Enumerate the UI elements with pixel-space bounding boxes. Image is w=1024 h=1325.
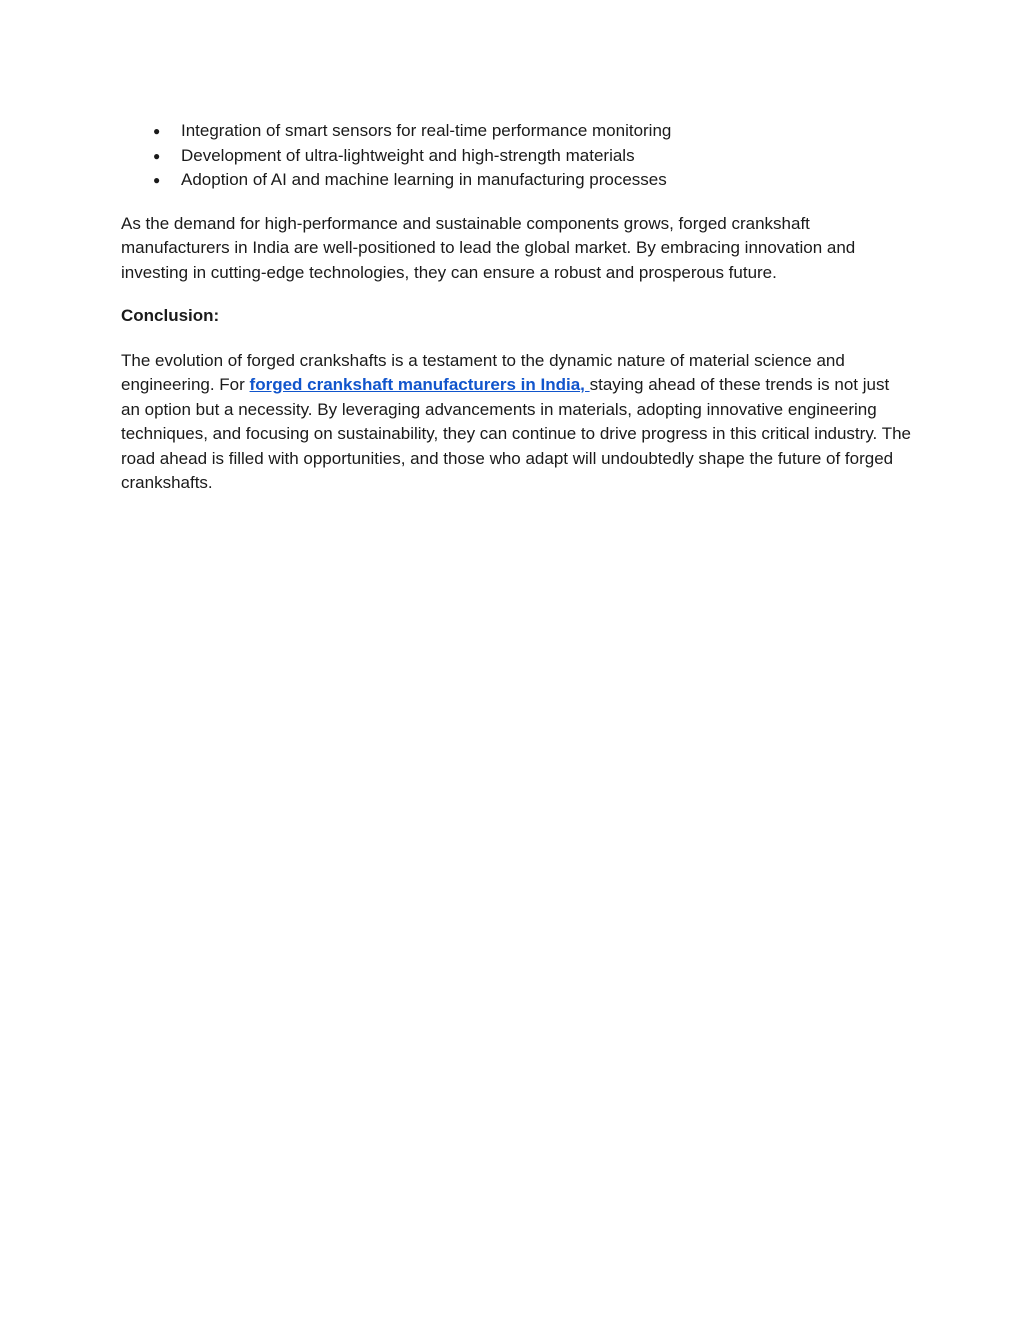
conclusion-paragraph <box>121 349 911 496</box>
list-item <box>121 168 911 193</box>
list-item-text: Adoption of AI and machine learning in manufacturing processes <box>181 170 667 189</box>
list-item <box>121 144 911 169</box>
list-item <box>121 119 911 144</box>
bullet-list <box>121 119 911 193</box>
bullet-dot-icon: ● <box>153 173 161 187</box>
section-heading: Conclusion: <box>121 306 220 325</box>
manufacturers-link[interactable]: forged crankshaft manufacturers in India, <box>249 375 590 394</box>
bullet-dot-icon: ● <box>153 124 161 138</box>
document-page <box>121 119 911 496</box>
list-item-text: Integration of smart sensors for real-time performance monitoring <box>181 121 672 140</box>
list-item-text: Development of ultra-lightweight and high-strength materials <box>181 145 635 165</box>
conclusion-text-after-link: staying ahead of these trends is not just an option but a necessity. By leveraging advancements in materials, adopting innovative engineering techniques, and focusing on sustainability, they can continue to drive progress in this critical industry. The road ahead is filled with opportunities, and those who adapt will undoubtedly shape the future of forged crankshafts. <box>121 375 911 492</box>
conclusion-text-before-link: The evolution of forged crankshafts is a testament to the dynamic nature of material science and engineering. For <box>121 350 845 394</box>
bullet-dot-icon: ● <box>153 148 161 163</box>
body-paragraph: As the demand for high-performance and sustainable components grows, forged crankshaft manufacturers in India are well-positioned to lead the global market. By embracing innovation and investing in cutting-edge technologies, they can ensure a robust and prosperous future. <box>121 213 856 282</box>
